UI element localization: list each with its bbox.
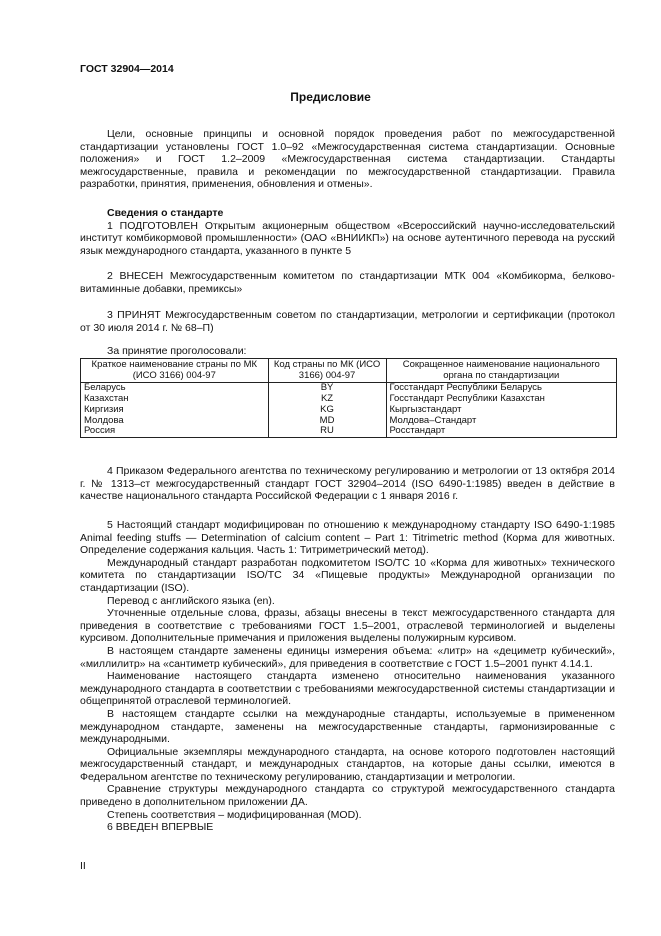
code-cell: RU — [268, 426, 386, 437]
item-1: 1 ПОДГОТОВЛЕН Открытым акционерным обществом «Всероссийский научно-исследовательский институт комбикормовой промышленности» (ОАО «ВНИИКП») на основе аутентичного перевода на русский язык международного стандарта, указанного в пункте 5 — [80, 219, 615, 257]
item-5-paragraph-9: Сравнение структуры международного стандарта со структурой межгосударственного стандарта приведено в дополнительном приложении ДА. — [80, 783, 615, 809]
country-cell: Киргизия — [81, 405, 269, 416]
item-3-block — [80, 309, 615, 334]
item-5-paragraph-1: 5 Настоящий стандарт модифицирован по отношению к международному стандарту ISO 6490-1:1985 Animal feeding stuffs — Determination of calcium content – Part 1: Titrimetric method (Корма для животных. Определение содержания кальция. Часть 1: Титриметрический метод). — [80, 519, 615, 557]
item-5-paragraph-4: Уточненные отдельные слова, фразы, абзацы внесены в текст межгосударственного стандарта для приведения в соответствие с требованиями ГОСТ 1.5–2001, отраслевой терминологией и выделены курсивом. Дополнительные примечания и приложения выделены полужирным курсивом. — [80, 607, 615, 645]
item-2-block — [80, 270, 615, 295]
item-5-paragraph-7: В настоящем стандарте ссылки на международные стандарты, используемые в примененном международном стандарте, заменены на межгосударственные стандарты, гармонизированные с международными. — [80, 707, 615, 746]
code-cell: BY — [268, 383, 386, 394]
table-row — [81, 426, 617, 437]
voting-table — [80, 358, 617, 438]
body-cell: Госстандарт Республики Казахстан — [386, 394, 617, 405]
item-3: 3 ПРИНЯТ Межгосударственным советом по стандартизации, метрологии и сертификации (протокол от 30 июля 2014 г. № 68–П) — [80, 309, 615, 334]
item-4: 4 Приказом Федерального агентства по техническому регулированию и метрологии от 13 октября 2014 г. № 1313–ст межгосударственный стандарт ГОСТ 32904–2014 (ISO 6490-1:1985) введен в действие в качестве национального стандарта Российской Федерации с 1 января 2016 г. — [80, 465, 615, 503]
body-cell: Молдова–Стандарт — [386, 416, 617, 427]
vote-caption-block — [80, 345, 615, 358]
table-row — [81, 394, 617, 405]
page-title: Предисловие — [290, 90, 371, 104]
code-cell: MD — [268, 416, 386, 427]
body-cell: Кыргызстандарт — [386, 405, 617, 416]
column-header-code: Код страны по МК (ИСО 3166) 004-97 — [268, 359, 386, 383]
table-header-row — [81, 359, 617, 383]
page-number: II — [80, 860, 86, 872]
country-cell: Беларусь — [81, 383, 269, 394]
item-5-paragraph-2: Международный стандарт разработан подкомитетом ISO/TC 10 «Корма для животных» технического комитета по стандартизации ISO/TC 34 «Пищевые продукты» Международной организации по стандартизации (ISO). — [80, 556, 615, 594]
body-cell: Росстандарт — [386, 426, 617, 437]
standard-info-section — [80, 207, 615, 257]
table-row — [81, 416, 617, 427]
country-cell: Россия — [81, 426, 269, 437]
country-cell: Молдова — [81, 416, 269, 427]
item-2: 2 ВНЕСЕН Межгосударственным комитетом по стандартизации МТК 004 «Комбикорма, белково-витаминные добавки, премиксы» — [80, 270, 615, 295]
intro-paragraph: Цели, основные принципы и основной порядок проведения работ по межгосударственной стандартизации установлены ГОСТ 1.0–92 «Межгосударственная система стандартизации. Основные положения» и ГОСТ 1.2–2009 «Межгосударственная система стандартизации. Стандарты межгосударственные, правила и рекомендации по межгосударственной стандартизации. Правила разработки, принятия, применения, обновления и отмены». — [80, 128, 615, 191]
item-6: 6 ВВЕДЕН ВПЕРВЫЕ — [107, 821, 214, 834]
column-header-country: Краткое наименование страны по МК (ИСО 3166) 004-97 — [81, 359, 269, 383]
item-4-block — [80, 465, 615, 503]
country-cell: Казахстан — [81, 394, 269, 405]
document-header: ГОСТ 32904—2014 — [80, 63, 174, 75]
item-5-paragraph-5: В настоящем стандарте заменены единицы измерения объема: «литр» на «дециметр кубический», «миллилитр» на «сантиметр кубический», для приведения в соответствие с ГОСТ 1.5–2001 пункт 4.14.1. — [80, 644, 615, 670]
table-row — [81, 405, 617, 416]
item-5-paragraph-6: Наименование настоящего стандарта изменено относительно наименования указанного международного стандарта в соответствии с требованиями межгосударственной системы стандартизации и общепринятой отраслевой терминологией. — [80, 670, 615, 708]
code-cell: KZ — [268, 394, 386, 405]
column-header-body: Сокращенное наименование национального органа по стандартизации — [386, 359, 617, 383]
item-5-paragraph-3: Перевод с английского языка (en). — [107, 594, 275, 607]
body-cell: Госстандарт Республики Беларусь — [386, 383, 617, 394]
vote-caption: За принятие проголосовали: — [107, 345, 247, 357]
code-cell: KG — [268, 405, 386, 416]
item-5-paragraph-8: Официальные экземпляры международного стандарта, на основе которого подготовлен настоящий межгосударственный стандарт, и международных стандартов, на которые даны ссылки, имеются в Федеральном агентстве по техническому регулированию, стандартизации и метрологии. — [80, 745, 615, 783]
intro-section — [80, 128, 615, 191]
section-heading: Сведения о стандарте — [107, 207, 224, 219]
item-5-block — [80, 519, 615, 834]
item-5-paragraph-10: Степень соответствия – модифицированная (MOD). — [107, 808, 362, 821]
